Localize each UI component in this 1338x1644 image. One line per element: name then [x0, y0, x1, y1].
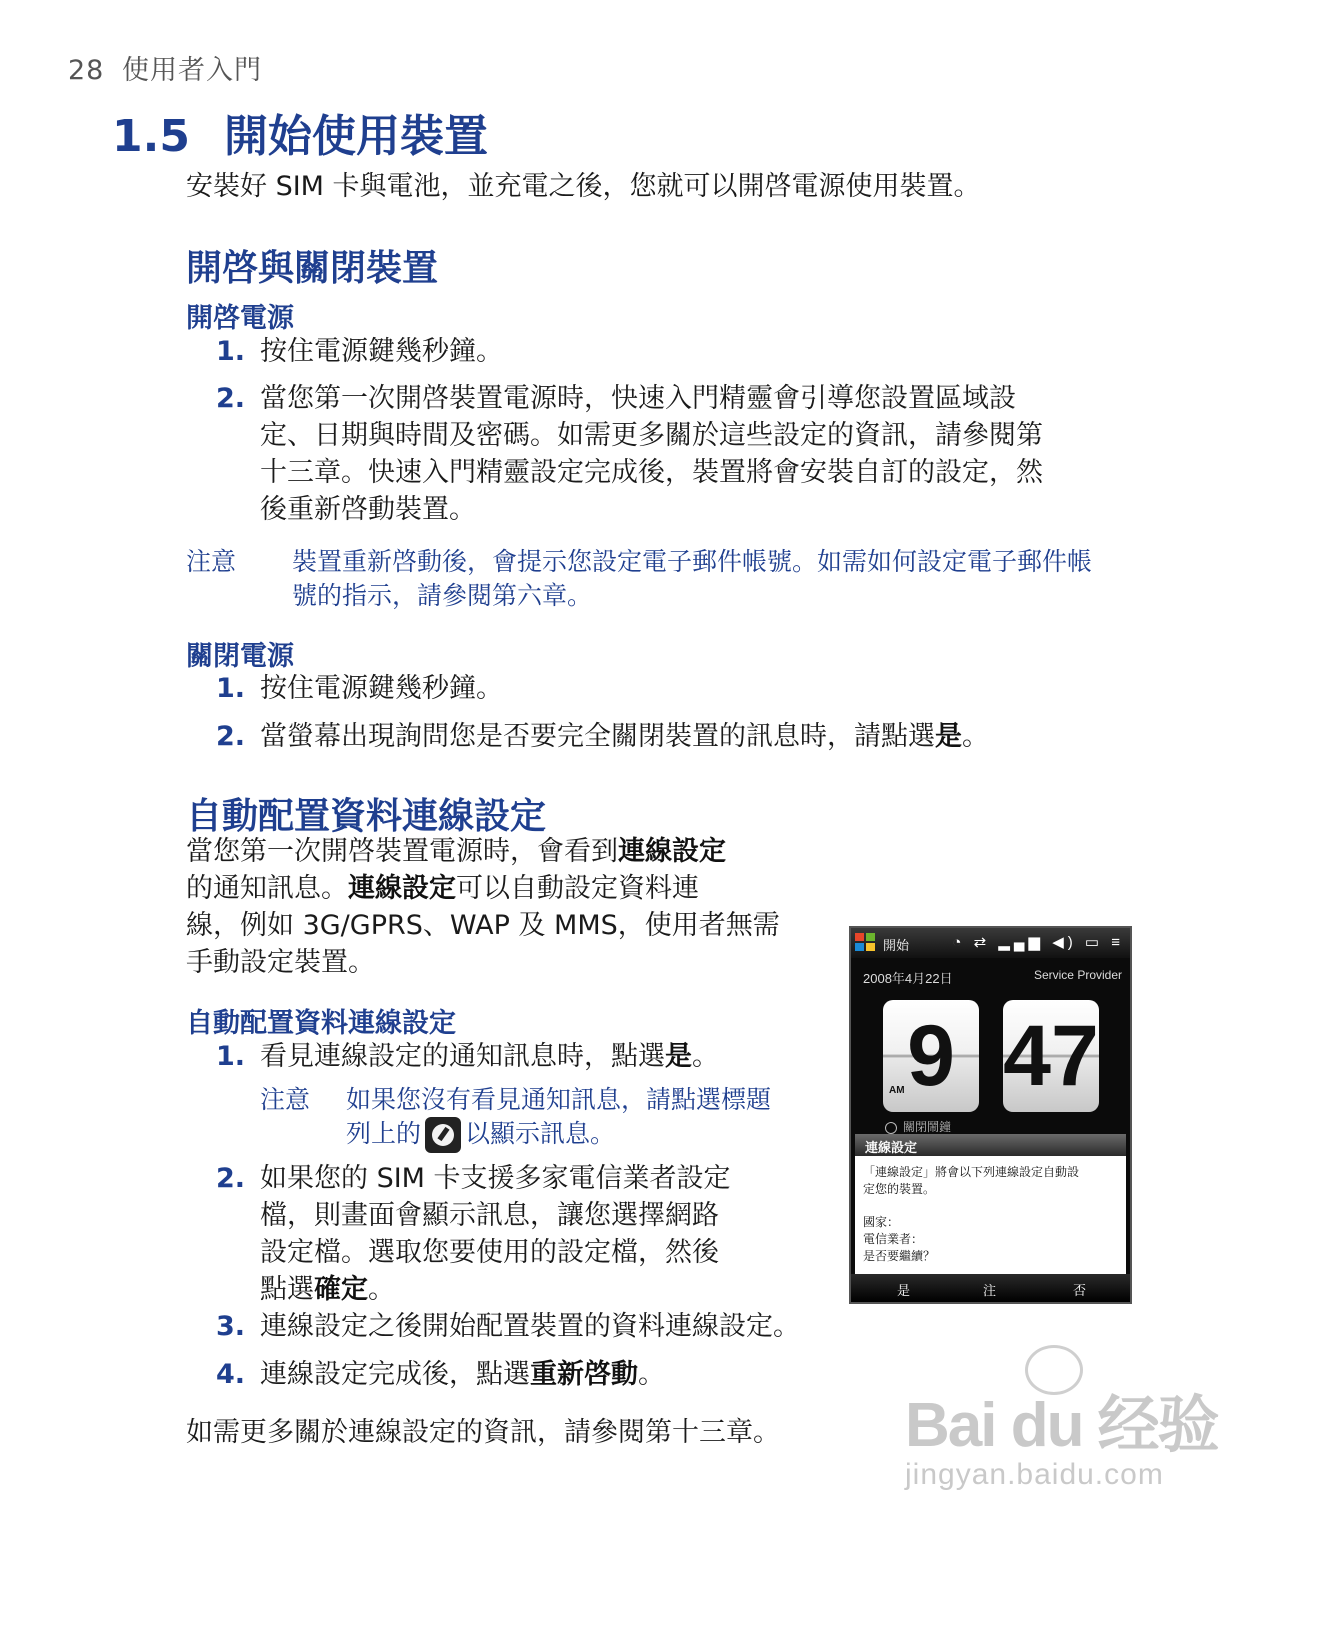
- step-text-part: 。: [692, 1041, 719, 1072]
- alarm-label: [885, 1118, 951, 1135]
- running-title: 使用者入門: [121, 55, 262, 86]
- page-number: 28: [68, 55, 105, 86]
- note-text-part: 列上的: [346, 1119, 422, 1148]
- dialog-body: [863, 1164, 1121, 1265]
- alarm-icon: [885, 1122, 897, 1134]
- closing-paragraph: 如需更多關於連線設定的資訊，請參閱第十三章。: [186, 1417, 780, 1448]
- connection-setup-dialog: [855, 1134, 1126, 1274]
- chapter-heading: [112, 100, 488, 164]
- ui-term: 確定: [314, 1274, 368, 1305]
- list-item: [216, 1356, 916, 1393]
- subsection-title-power-on: 開啓電源: [186, 303, 294, 334]
- baidu-watermark: [905, 1375, 1218, 1492]
- step-text-part: 。: [638, 1359, 665, 1390]
- para-text: 可以自動設定資料連: [456, 873, 699, 904]
- device-screenshot: [849, 926, 1132, 1304]
- paw-icon: [1025, 1345, 1083, 1395]
- clock-minute-digits: 47: [1003, 1008, 1099, 1104]
- dialog-title-bar: [855, 1134, 1126, 1156]
- step-line: 檔，則畫面會顯示訊息，讓您選擇網路: [260, 1200, 719, 1231]
- clock-hour: [883, 1000, 979, 1112]
- ui-term: 是: [935, 721, 962, 752]
- step-text: [260, 1038, 719, 1075]
- dialog-line: 電信業者：: [863, 1232, 924, 1246]
- phone-date: 2008年4月22日: [863, 971, 953, 986]
- step-line: 如果您的 SIM 卡支援多家電信業者設定: [260, 1163, 731, 1194]
- note: [186, 545, 1166, 615]
- step-text: [260, 380, 1043, 528]
- subsection-title-power-off: 關閉電源: [186, 641, 294, 672]
- note-line: 裝置重新啓動後，會提示您設定電子郵件帳號。如需如何設定電子郵件帳: [292, 547, 1093, 576]
- section-title-auto-config: 自動配置資料連線設定: [186, 796, 547, 837]
- para-line: 線，例如 3G/GPRS、WAP 及 MMS，使用者無需: [186, 910, 780, 941]
- dialog-line: 定您的裝置。: [863, 1182, 936, 1196]
- step-text: [260, 1356, 665, 1393]
- clock-hour-digits: 9: [907, 1008, 955, 1104]
- auto-config-paragraph: [186, 833, 826, 981]
- step-number: 2.: [216, 721, 246, 752]
- step-line: 定、日期與時間及密碼。如需更多關於這些設定的資訊，請參閱第: [260, 420, 1043, 451]
- step-text-part: 。: [368, 1274, 395, 1305]
- step-text-part: 當螢幕出現詢問您是否要完全關閉裝置的訊息時，請點選: [260, 721, 935, 752]
- note-label: 注意: [186, 547, 237, 576]
- connection-setup-icon: [425, 1117, 461, 1153]
- step-line: 設定檔。選取您要使用的設定檔，然後: [260, 1237, 719, 1268]
- para-line: 手動設定裝置。: [186, 947, 375, 978]
- step-number: 1.: [216, 336, 246, 367]
- step-number: 2.: [216, 1163, 246, 1194]
- soft-key-no[interactable]: 否: [1073, 1283, 1087, 1298]
- dialog-line: 國家：: [863, 1215, 900, 1229]
- section-title-power: 開啓與關閉裝置: [186, 248, 439, 289]
- list-item: [216, 1160, 816, 1310]
- windows-logo-icon: [855, 933, 877, 953]
- phone-start-label: 開始: [883, 938, 910, 953]
- step-text-part: 點選: [611, 1041, 665, 1072]
- list-item: [216, 1308, 916, 1345]
- para-text: 的通知訊息。: [186, 873, 348, 904]
- step-number: 1.: [216, 673, 246, 704]
- step-number: 3.: [216, 1311, 246, 1342]
- list-item: [216, 670, 1176, 707]
- step-text: 按住電源鍵幾秒鐘。: [260, 336, 503, 367]
- step-text-part: 。: [962, 721, 989, 752]
- step-text-part: 看見連線設定的通知訊息時，: [260, 1041, 611, 1072]
- note-text-part: 以顯示訊息。: [465, 1119, 616, 1148]
- phone-provider: Service Provider: [1033, 968, 1122, 982]
- intro-paragraph: 安裝好 SIM 卡與電池，並充電之後，您就可以開啓電源使用裝置。: [186, 171, 981, 202]
- list-item: [216, 718, 1176, 755]
- note-line: 如果您沒有看見通知訊息，請點選標題: [346, 1085, 772, 1114]
- note-line: [346, 1117, 771, 1153]
- watermark-url: jingyan.baidu.com: [905, 1458, 1164, 1491]
- step-text: 連線設定之後開始配置裝置的資料連線設定。: [260, 1311, 800, 1342]
- note-text: [346, 1083, 771, 1153]
- soft-key-bar: [851, 1274, 1130, 1302]
- para-line: [186, 833, 826, 870]
- dialog-line: 「連線設定」將會以下列連線設定自動設: [863, 1165, 1080, 1179]
- note-label: 注意: [260, 1085, 311, 1114]
- clock-ampm: AM: [889, 1085, 905, 1096]
- running-header: [68, 48, 262, 87]
- step-line: 當您第一次開啓裝置電源時，快速入門精靈會引導您設置區域設: [260, 383, 1016, 414]
- step-number: 1.: [216, 1041, 246, 1072]
- watermark-logo: Bai du 经验: [905, 1391, 1218, 1460]
- step-text: [260, 1160, 731, 1308]
- list-item: [216, 380, 1176, 528]
- note: [260, 1083, 840, 1155]
- chapter-number: 1.5: [112, 111, 190, 162]
- phone-title-bar: [851, 928, 1130, 958]
- step-line: 後重新啓動裝置。: [260, 494, 476, 525]
- ui-term: 連線設定: [618, 836, 726, 867]
- soft-key-yes[interactable]: 是: [897, 1283, 911, 1298]
- clock-minute: [1003, 1000, 1099, 1112]
- chapter-title: 開始使用裝置: [223, 111, 488, 162]
- list-item: [216, 1038, 836, 1075]
- ui-term: 重新啓動: [530, 1359, 638, 1390]
- step-text-part: 點選: [260, 1274, 314, 1305]
- status-icons: ◔ ⇄ ▂▄▆ ◀) ▭ ≡: [952, 934, 1124, 951]
- dialog-title: 連線設定: [865, 1140, 918, 1155]
- step-line: [260, 1271, 731, 1308]
- alarm-text: 關閉鬧鐘: [903, 1120, 952, 1134]
- dialog-line: 是否要繼續？: [863, 1249, 936, 1263]
- soft-key-middle[interactable]: 注: [983, 1283, 997, 1298]
- ui-term: 連線設定: [348, 873, 456, 904]
- step-number: 2.: [216, 383, 246, 414]
- ui-term: 是: [665, 1041, 692, 1072]
- note-line: 號的指示，請參閱第六章。: [292, 581, 593, 610]
- step-line: 十三章。快速入門精靈設定完成後，裝置將會安裝自訂的設定，然: [260, 457, 1043, 488]
- step-number: 4.: [216, 1359, 246, 1390]
- step-text-part: 連線設定完成後，點選: [260, 1359, 530, 1390]
- list-item: [216, 333, 1176, 370]
- para-line: [186, 870, 826, 907]
- note-text: [292, 545, 1092, 613]
- step-text: 按住電源鍵幾秒鐘。: [260, 673, 503, 704]
- subsection-title-auto-config: 自動配置資料連線設定: [186, 1008, 456, 1039]
- step-text: [260, 718, 989, 755]
- para-text: 當您第一次開啓裝置電源時，會看到: [186, 836, 618, 867]
